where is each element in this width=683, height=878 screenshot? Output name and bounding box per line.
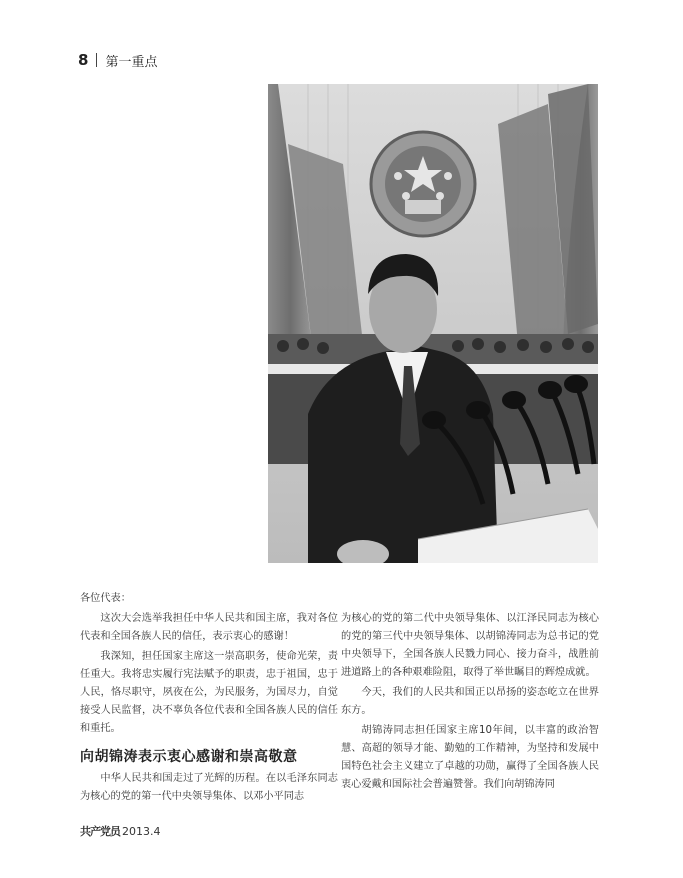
paragraph: 为核心的党的第二代中央领导集体、以江泽民同志为核心的党的第三代中央领导集体、以胡锦涛同志为总书记的党中央领导下，全国各族人民戮力同心、接力奋斗，战胜前进道路上的各种艰难险阻，取得了举世瞩目的辉煌成就。 (341, 613, 599, 678)
paragraph: 今天，我们的人民共和国正以昂扬的姿态屹立在世界东方。 (341, 687, 599, 716)
magazine-logo: 共产党员 (80, 825, 120, 838)
greeting: 各位代表： (80, 593, 131, 604)
article-column-left (80, 590, 338, 808)
header-divider (96, 53, 97, 67)
paragraph: 我深知，担任国家主席这一崇高职务，使命光荣，责任重大。我将忠实履行宪法赋予的职责，忠于祖国，忠于人民，恪尽职守，夙夜在公，为民服务，为国尽力，自觉接受人民监督，决不辜负各位代表和全国各族人民的信任和重托。 (80, 651, 338, 734)
page-number: 8 (78, 51, 89, 69)
speaker-photo (268, 84, 598, 563)
issue-number: 2013.4 (122, 825, 161, 838)
paragraph: 这次大会选举我担任中华人民共和国主席，我对各位代表和全国各族人民的信任，表示衷心的感谢！ (80, 613, 338, 642)
section-heading: 向胡锦涛表示衷心感谢和崇高敬意 (80, 749, 298, 765)
page-header (78, 50, 157, 70)
article-column-right (341, 610, 599, 796)
paragraph: 中华人民共和国走过了光辉的历程。在以毛泽东同志为核心的党的第一代中央领导集体、以邓小平同志 (80, 773, 338, 802)
paragraph: 胡锦涛同志担任国家主席10年间，以丰富的政治智慧、高超的领导才能、勤勉的工作精神，为坚持和发展中国特色社会主义建立了卓越的功勋，赢得了全国各族人民衷心爱戴和国际社会普遍赞誉。我们向胡锦涛同 (341, 725, 599, 790)
section-title: 第一重点 (105, 54, 158, 70)
page-footer (80, 823, 161, 839)
